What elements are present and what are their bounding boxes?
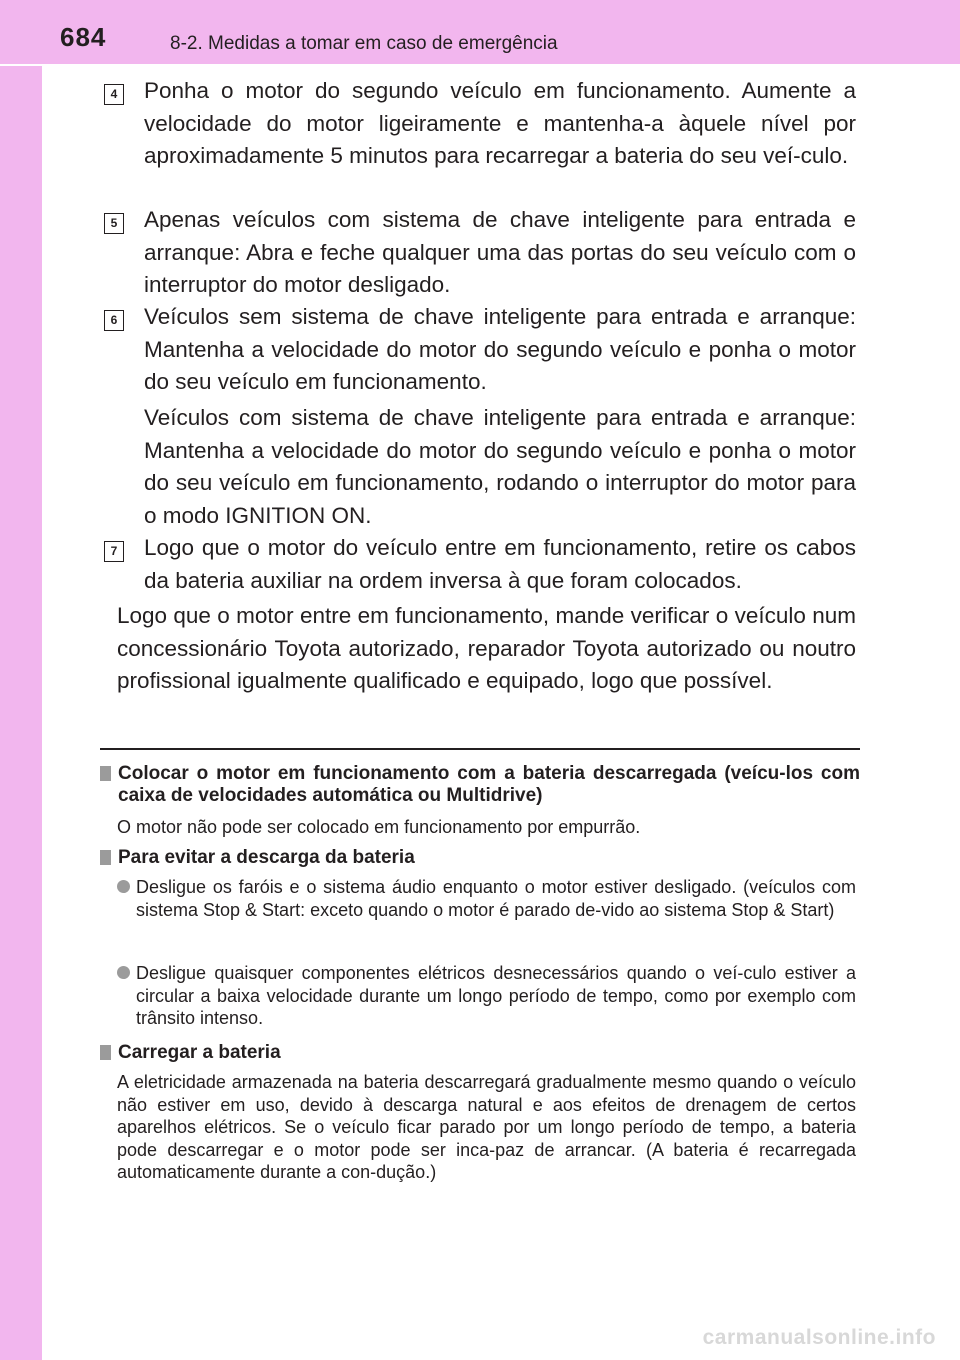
sidebar-band bbox=[0, 0, 42, 1360]
bullet-text: Desligue os faróis e o sistema áudio enquanto o motor estiver desligado. (veículos com sistema Stop & Start: exceto quando o motor é parado de-vido ao sistema Stop & Start) bbox=[136, 877, 856, 920]
section-title-text: Colocar o motor em funcionamento com a bateria descarregada (veícu-los com caixa de velocidades automática ou Multidrive) bbox=[118, 763, 860, 806]
section-title-avoid-discharge bbox=[100, 847, 860, 869]
section-title-text: Carregar a bateria bbox=[118, 1042, 281, 1063]
step-6-text-2: Veículos com sistema de chave inteligente para entrada e arranque: Mantenha a velocidade do motor do segundo veículo e ponha o motor do seu veículo em funcionamento, rodando o interruptor do motor para o modo IGNITION ON. bbox=[144, 405, 856, 528]
chapter-title: 8-2. Medidas a tomar em caso de emergência bbox=[170, 33, 558, 54]
section-title-charge-battery bbox=[100, 1042, 860, 1064]
bullet-dot-icon bbox=[117, 966, 130, 979]
closing-paragraph: Logo que o motor entre em funcionamento, mande verificar o veículo num concessionário Toyota autorizado, reparador Toyota autorizado ou noutro profissional igualmente qualificado e equipado, logo que possível. bbox=[117, 603, 856, 693]
section-divider bbox=[100, 748, 860, 750]
section-body-charge-battery: A eletricidade armazenada na bateria descarregará gradualmente mesmo quando o veículo não estiver em uso, devido à descarga natural e aos efeitos de drenagem de certos aparelhos elétricos. Se o veículo ficar parado por um longo período de tempo, a bateria pode descarregar e o motor pode ser inca-paz de arrancar. (A bateria é recarregada automaticamente durante a con-dução.) bbox=[117, 1072, 856, 1182]
section-body-push-start: O motor não pode ser colocado em funcionamento por empurrão. bbox=[117, 817, 641, 837]
section-title-push-start bbox=[100, 763, 860, 807]
step-number-7: 7 bbox=[104, 541, 124, 562]
bullet-dot-icon bbox=[117, 880, 130, 893]
section-square-marker bbox=[100, 850, 111, 865]
step-7-text: Logo que o motor do veículo entre em funcionamento, retire os cabos da bateria auxiliar na ordem inversa à que foram colocados. bbox=[144, 535, 856, 593]
section-square-marker bbox=[100, 766, 111, 781]
step-6-text: Veículos sem sistema de chave inteligente para entrada e arranque: Mantenha a velocidade do motor do segundo veículo e ponha o motor do seu veículo em funcionamento. bbox=[144, 304, 856, 394]
step-number-4: 4 bbox=[104, 84, 124, 105]
section-square-marker bbox=[100, 1045, 111, 1060]
step-number-5: 5 bbox=[104, 213, 124, 234]
footer-watermark[interactable]: carmanualsonline.info bbox=[702, 1326, 936, 1349]
section-title-text: Para evitar a descarga da bateria bbox=[118, 847, 415, 868]
step-number-6: 6 bbox=[104, 310, 124, 331]
bullet-text: Desligue quaisquer componentes elétricos desnecessários quando o veí-culo estiver a circular a baixa velocidade durante um longo período de tempo, como por exemplo com trânsito intenso. bbox=[136, 963, 856, 1028]
page-number: 684 bbox=[60, 22, 107, 52]
header-rule bbox=[0, 64, 960, 66]
step-5-text: Apenas veículos com sistema de chave inteligente para entrada e arranque: Abra e feche qualquer uma das portas do seu veículo com o interruptor do motor desligado. bbox=[144, 207, 856, 297]
bullet-item-1 bbox=[117, 876, 856, 921]
step-4-text: Ponha o motor do segundo veículo em funcionamento. Aumente a velocidade do motor ligeiramente e mantenha-a àquele nível por aproximadamente 5 minutos para recarregar a bateria do seu veí-culo. bbox=[144, 78, 856, 168]
bullet-item-2 bbox=[117, 962, 856, 1030]
